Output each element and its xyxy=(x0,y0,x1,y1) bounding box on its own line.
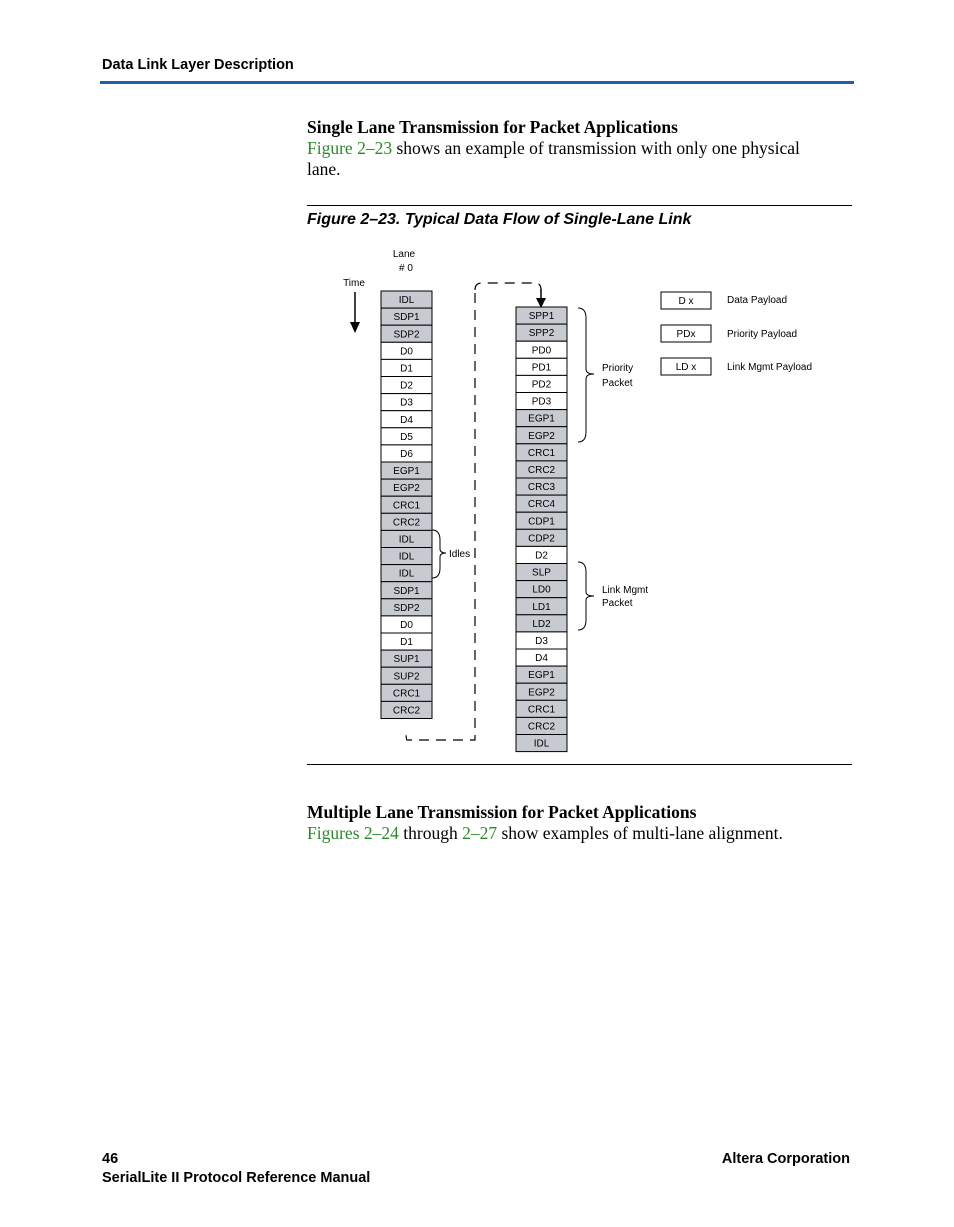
lane0-col2-cell-label: SPP2 xyxy=(528,328,555,340)
lane0-col2-cell-label: PD0 xyxy=(531,345,552,357)
legend-box-link-mgmt-text: LD x xyxy=(675,362,697,373)
link-mgmt-brace-label-1: Link Mgmt xyxy=(602,585,649,596)
lane0-col1-cell-label: SDP2 xyxy=(393,329,420,341)
lane0-col1-cell-label: D1 xyxy=(400,637,413,649)
lane0-col1-cell-label: SDP1 xyxy=(393,312,420,324)
multi-lane-text-tail: show examples of multi-lane alignment. xyxy=(497,823,783,843)
lane0-col2-cell-label: CRC1 xyxy=(527,704,556,716)
single-lane-heading: Single Lane Transmission for Packet Applications xyxy=(307,117,678,137)
lane0-col2-cell-label: PD2 xyxy=(531,379,552,391)
priority-brace-label-2: Packet xyxy=(602,378,633,389)
lane0-col1-cell-label: SDP1 xyxy=(393,585,420,597)
lane0-col1-cell-label: D4 xyxy=(400,414,413,426)
time-arrow-head xyxy=(350,322,360,333)
lane0-col1-cell-label: SUP2 xyxy=(393,671,420,683)
lane0-col1-cell-label: D5 xyxy=(400,431,413,443)
multi-lane-paragraph xyxy=(307,823,847,844)
lane0-col1-cell-label: IDL xyxy=(398,568,415,580)
lane0-col2-cell-label: D2 xyxy=(535,550,548,562)
figure-2-27-link[interactable]: 2–27 xyxy=(462,823,498,843)
lane0-col1-cell-label: D0 xyxy=(400,346,413,358)
lane0-col2-cell-label: SPP1 xyxy=(528,311,555,323)
multi-lane-text-mid: through xyxy=(398,823,463,843)
lane0-col1-cell-label: IDL xyxy=(398,295,415,307)
lane0-col1-cell-label: D6 xyxy=(400,448,413,460)
idles-label: Idles xyxy=(449,549,471,560)
lane0-col2-cell-label: D4 xyxy=(535,653,548,665)
lane0-col2-cell-label: EGP1 xyxy=(528,670,555,682)
lane0-col1-cell-label: D0 xyxy=(400,619,413,631)
lane0-col1-cell-label: D2 xyxy=(400,380,413,392)
lane0-col2-cell-label: LD1 xyxy=(532,601,551,613)
lane0-col2-cell-label: EGP2 xyxy=(528,430,555,442)
lane0-col2-cell-label: CDP2 xyxy=(528,533,555,545)
lane0-col1-cell-label: CRC1 xyxy=(392,500,421,512)
lane0-col2-cell-label: EGP1 xyxy=(528,413,555,425)
manual-title: SerialLite II Protocol Reference Manual xyxy=(102,1170,371,1186)
priority-brace-label-1: Priority xyxy=(602,363,634,374)
lane0-col2-cell-label: CRC3 xyxy=(527,482,556,494)
lane0-col2-cell-label: EGP2 xyxy=(528,687,555,699)
page-number: 46 xyxy=(102,1151,119,1167)
lane0-col1-cell-label: SDP2 xyxy=(393,602,420,614)
lane0-col2-cell-label: PD1 xyxy=(531,362,552,374)
lane0-col2-cell-label: CRC4 xyxy=(527,499,556,511)
figures-2-24-link[interactable]: Figures 2–24 xyxy=(307,823,399,843)
lane0-col2-cell-label: D3 xyxy=(535,635,548,647)
figure-2-23-link[interactable]: Figure 2–23 xyxy=(307,138,393,158)
priority-brace xyxy=(578,308,594,442)
link-mgmt-brace-label-2: Packet xyxy=(602,598,633,609)
single-lane-text-1: shows an example of transmission with only one physical xyxy=(392,138,800,158)
figure-caption: Figure 2–23. Typical Data Flow of Single-Lane Link xyxy=(307,211,692,228)
lane0-col2-cell-label: PD3 xyxy=(531,396,552,408)
lane0-col1-cell-label: D1 xyxy=(400,363,413,375)
lane0-col1-cell-label: CRC1 xyxy=(392,688,421,700)
figure-bottom-rule xyxy=(307,764,852,765)
link-mgmt-brace xyxy=(578,562,594,630)
lane0-col1-cell-label: D3 xyxy=(400,397,413,409)
legend-label-data: Data Payload xyxy=(727,295,788,306)
flow-dashed-top xyxy=(475,283,541,290)
idles-brace xyxy=(432,530,446,578)
lane0-col1-cell-label: IDL xyxy=(398,534,415,546)
lane0-col2-cell-label: CRC2 xyxy=(527,464,556,476)
legend xyxy=(661,292,812,375)
legend-label-priority: Priority Payload xyxy=(727,329,798,340)
lane0-col1-cell-label: CRC2 xyxy=(392,517,421,529)
lane0-col1-cell-label: IDL xyxy=(398,551,415,563)
lane-label-1: Lane xyxy=(392,249,416,260)
legend-box-data-text: D x xyxy=(678,296,694,307)
multi-lane-heading: Multiple Lane Transmission for Packet Applications xyxy=(307,802,697,822)
lane0-col2-cell-label: SLP xyxy=(532,567,551,579)
lane0-col2-cell-label: CRC2 xyxy=(527,721,556,733)
lane0-col1-cell-label: SUP1 xyxy=(393,654,420,666)
lane0-col1-cell-label: EGP2 xyxy=(393,483,420,495)
legend-box-priority-text: PDx xyxy=(676,329,696,340)
lane0-col2-cell-label: CRC1 xyxy=(527,447,556,459)
lane-label-2: # 0 xyxy=(399,263,413,274)
single-lane-text-2: lane. xyxy=(307,159,341,179)
time-label: Time xyxy=(343,278,365,289)
lane0-col1-cell-label: EGP1 xyxy=(393,466,420,478)
lane0-col1-cell-label: CRC2 xyxy=(392,705,421,717)
lane0-col2-cell-label: LD2 xyxy=(532,618,551,630)
lane0-col2-cell-label: LD0 xyxy=(532,584,551,596)
lane0-col2-cell-label: IDL xyxy=(533,738,550,750)
company-name: Altera Corporation xyxy=(721,1151,850,1167)
legend-label-link-mgmt: Link Mgmt Payload xyxy=(727,362,813,373)
lane0-col2-cell-label: CDP1 xyxy=(528,516,555,528)
running-header: Data Link Layer Description xyxy=(102,57,294,73)
